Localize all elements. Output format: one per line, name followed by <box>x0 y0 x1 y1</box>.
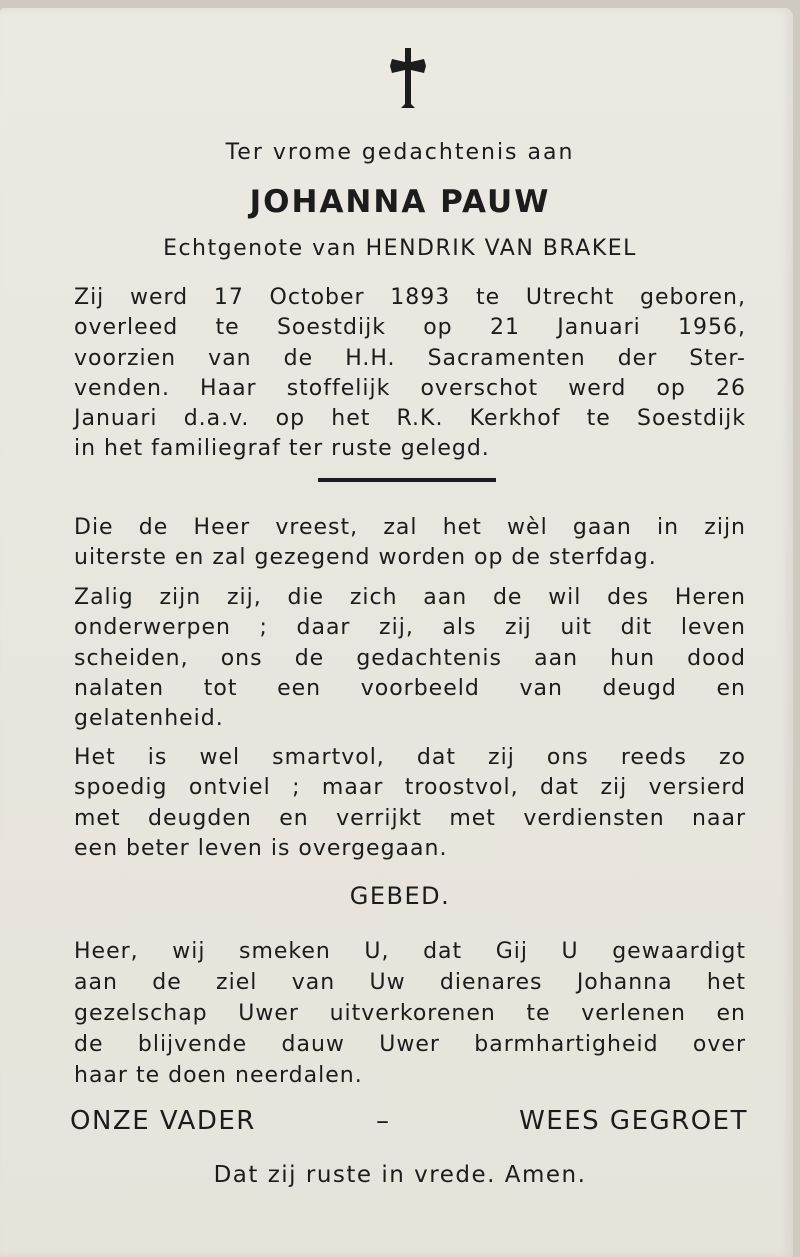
prayer-line: aan de ziel van Uw dienares Johanna het <box>74 970 746 995</box>
verse-line: nalaten tot een voorbeeld van deugd en <box>74 675 746 701</box>
verse-line: Zalig zijn zij, die zich aan de wil des Heren <box>74 585 746 610</box>
verse-line: spoedig ontviel ; maar troostvol, dat zij versierd <box>74 775 746 801</box>
verse-paragraph <box>74 743 746 864</box>
biography-line: Zij werd 17 October 1893 te Utrecht geboren, <box>74 285 746 310</box>
verse-paragraph <box>74 583 746 734</box>
biography-line: Januari d.a.v. op het R.K. Kerkhof te Soestdijk <box>74 406 746 432</box>
closing-separator: – <box>376 1106 391 1136</box>
biography-line: in het familiegraf ter ruste gelegd. <box>74 436 490 462</box>
prayer-line: de blijvende dauw Uwer barmhartigheid over <box>74 1032 746 1057</box>
prayer-line: Heer, wij smeken U, dat Gij U gewaardigt <box>74 939 746 964</box>
our-father-label: ONZE VADER <box>70 1106 256 1136</box>
verse-line: gelatenheid. <box>74 706 224 732</box>
spouse-line: Echtgenote van HENDRIK VAN BRAKEL <box>163 236 637 261</box>
biography-line: voorzien van de H.H. Sacramenten der Ster- <box>74 345 746 371</box>
verse-line: met deugden en verrijkt met verdiensten naar <box>74 805 746 831</box>
dedication-heading: Ter vrome gedachtenis aan <box>225 140 575 165</box>
verse-line: uiterste en zal gezegend worden op de sterfdag. <box>74 545 657 571</box>
amen-line: Dat zij ruste in vrede. Amen. <box>213 1162 587 1188</box>
prayer-line: gezelschap Uwer uitverkorenen te verlenen en <box>74 1001 746 1026</box>
prayer-paragraph <box>74 936 746 1091</box>
biography-line: venden. Haar stoffelijk overschot werd op 26 <box>74 375 746 401</box>
verse-paragraph <box>74 513 746 574</box>
divider-rule <box>318 478 496 482</box>
verse-line: scheiden, ons de gedachtenis aan hun dood <box>74 645 746 671</box>
prayer-title: GEBED. <box>349 882 451 910</box>
biography-line: overleed te Soestdijk op 21 Januari 1956, <box>74 315 746 341</box>
prayer-line: haar te doen neerdalen. <box>74 1063 363 1088</box>
deceased-name: JOHANNA PAUW <box>249 184 551 220</box>
verse-line: Die de Heer vreest, zal het wèl gaan in zijn <box>74 515 746 540</box>
hail-mary-label: WEES GEGROET <box>519 1106 748 1136</box>
latin-cross-icon <box>384 44 432 110</box>
memorial-card <box>0 8 793 1257</box>
verse-line: een beter leven is overgegaan. <box>74 835 448 861</box>
verse-line: Het is wel smartvol, dat zij ons reeds zo <box>74 745 746 770</box>
biography-paragraph <box>74 283 746 465</box>
verse-line: onderwerpen ; daar zij, als zij uit dit leven <box>74 615 746 641</box>
